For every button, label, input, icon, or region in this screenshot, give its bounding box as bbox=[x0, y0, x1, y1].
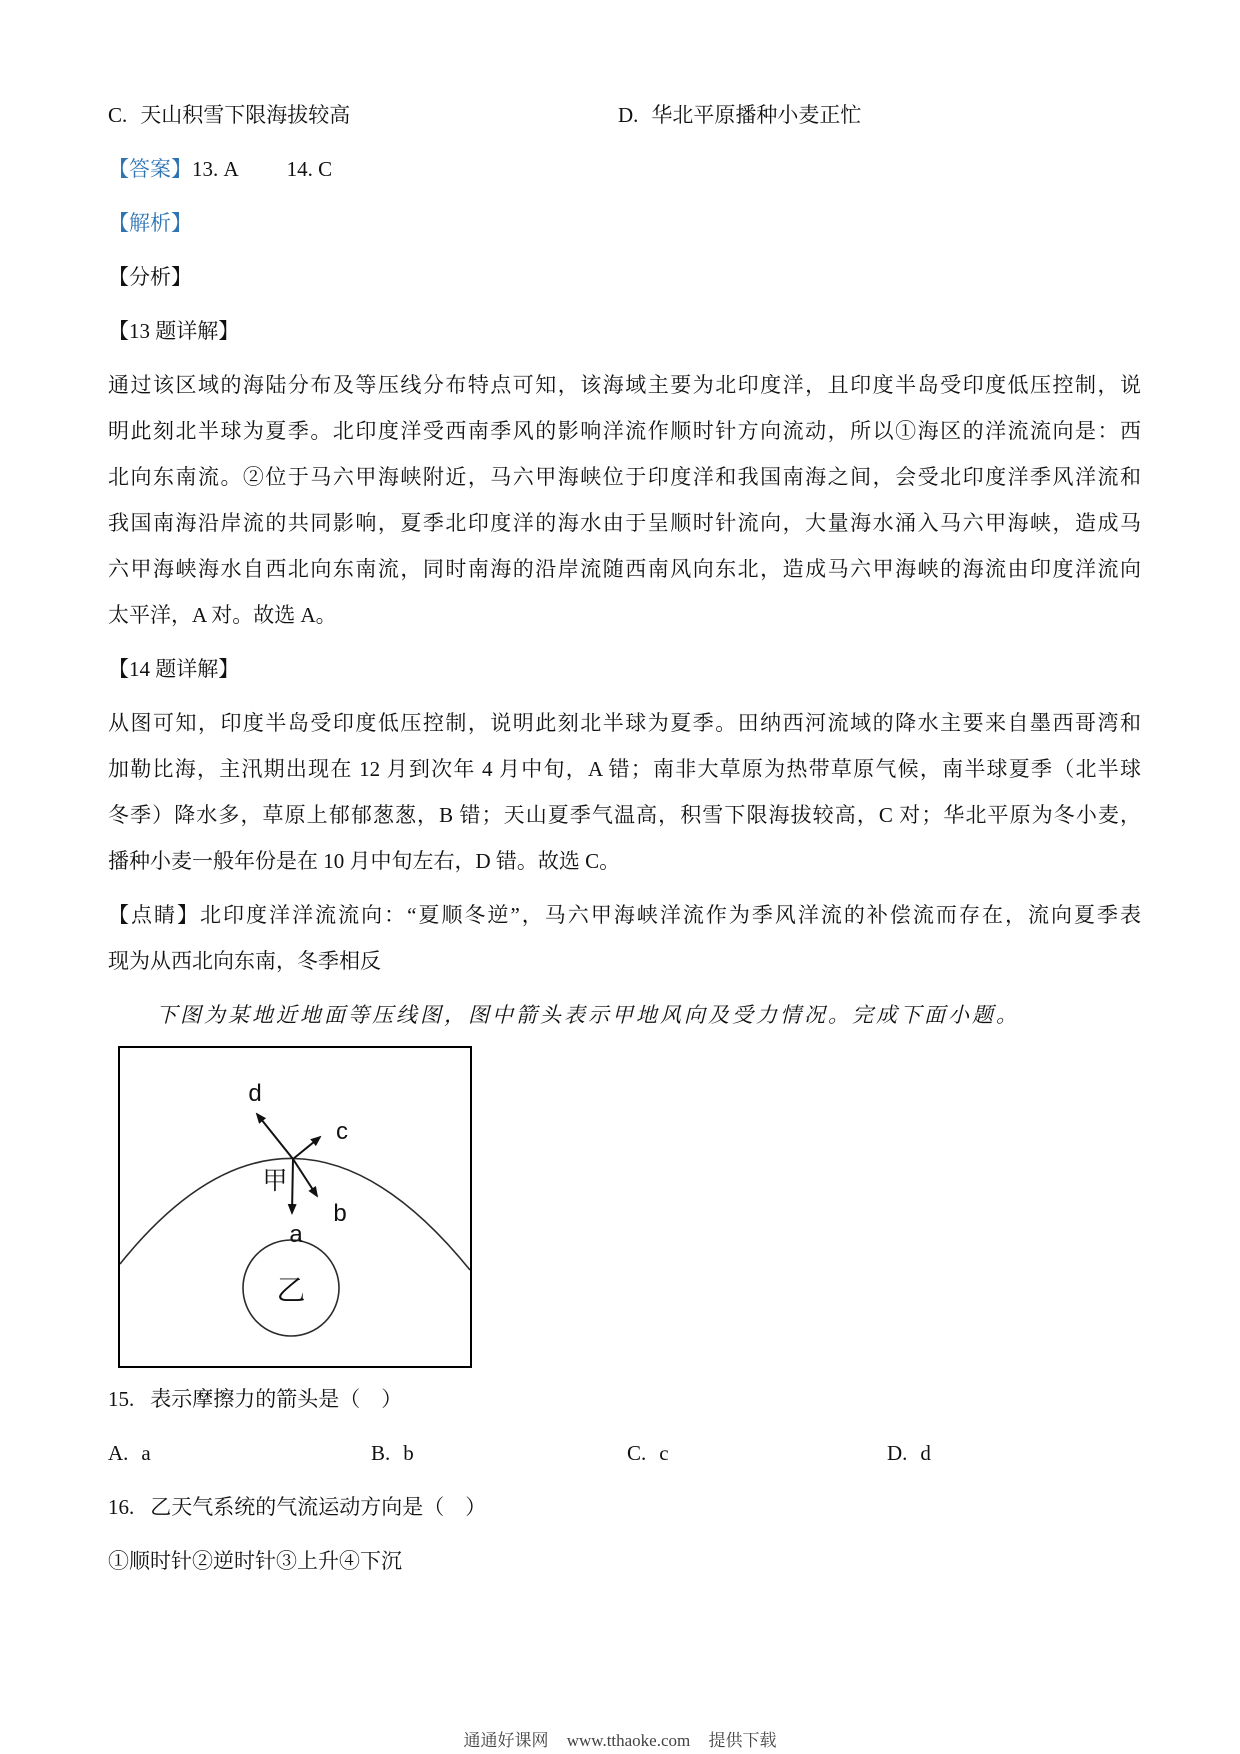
answer-line bbox=[108, 146, 1141, 192]
q14-line: 播种小麦一般年份是在 10 月中旬左右，D 错。故选 C。 bbox=[108, 849, 621, 873]
answer-13: 13. A bbox=[192, 157, 239, 181]
q13-explanation-paragraph bbox=[108, 362, 1141, 638]
question-15-number: 15. bbox=[108, 1387, 135, 1411]
q14-line: 加勒比海，主汛期出现在 12 月到次年 4 月中旬，A 错；南非大草原为热带草原气候，南半球夏季（北半球 bbox=[108, 757, 1141, 781]
q13-line: 太平洋，A 对。故选 A。 bbox=[108, 603, 337, 627]
q13-line: 通过该区域的海陆分布及等压线分布特点可知，该海域主要为北印度洋，且印度半岛受印度低压控制，说 bbox=[108, 373, 1141, 397]
question-intro: 下图为某地近地面等压线图，图中箭头表示甲地风向及受力情况。完成下面小题。 bbox=[156, 1003, 1020, 1027]
answer-choices-cd-row bbox=[108, 92, 1141, 138]
q14-explanation-paragraph bbox=[108, 700, 1141, 884]
q14-explain-heading: 【14 题详解】 bbox=[108, 657, 240, 681]
system-yi-label: 乙 bbox=[276, 1275, 306, 1307]
fenxi-heading: 【分析】 bbox=[108, 265, 192, 289]
question-15 bbox=[108, 1376, 1141, 1422]
q13-line: 明此刻北半球为夏季。北印度洋受西南季风的影响洋流作顺时针方向流动，所以①海区的洋流流向是：西 bbox=[108, 419, 1141, 443]
isobar-arc bbox=[120, 1158, 470, 1270]
page-footer bbox=[0, 1726, 1240, 1751]
q13-line: 北向东南流。②位于马六甲海峡附近，马六甲海峡位于印度洋和我国南海之间，会受北印度洋季风洋流和 bbox=[108, 465, 1141, 489]
arrow-c-label: c bbox=[336, 1118, 348, 1145]
q15-option-b-letter: B. bbox=[371, 1441, 391, 1465]
q15-option-c-letter: C. bbox=[627, 1441, 647, 1465]
q15-option-c bbox=[627, 1430, 887, 1476]
option-c-text: 天山积雪下限海拔较高 bbox=[140, 103, 351, 127]
q14-line: 冬季）降水多，草原上郁郁葱葱，B 错；天山夏季气温高，积雪下限海拔较高，C 对；华北平原为冬小麦， bbox=[108, 803, 1141, 827]
arrow-a bbox=[292, 1159, 293, 1213]
dianjing-line: 现为从西北向东南，冬季相反 bbox=[108, 949, 381, 973]
question-15-text: 表示摩擦力的箭头是（ ） bbox=[150, 1387, 403, 1411]
q15-option-b bbox=[371, 1430, 627, 1476]
arrow-d-label: d bbox=[248, 1080, 262, 1107]
dianjing-paragraph bbox=[108, 892, 1141, 984]
arrow-b-label: b bbox=[333, 1200, 347, 1227]
isobar-figure-svg bbox=[120, 1048, 470, 1366]
q13-line: 六甲海峡海水自西北向东南流，同时南海的沿岸流随西南风向东北，造成马六甲海峡的海流由印度洋流向 bbox=[108, 557, 1141, 581]
question-16 bbox=[108, 1484, 1141, 1530]
option-d bbox=[618, 92, 861, 138]
arrow-b bbox=[293, 1159, 317, 1196]
jiexi-label: 【解析】 bbox=[108, 211, 192, 235]
isobar-figure bbox=[118, 1046, 472, 1368]
dianjing-line: 【点睛】北印度洋洋流流向：“夏顺冬逆”，马六甲海峡洋流作为季风洋流的补偿流而存在，流向夏季表 bbox=[108, 903, 1141, 927]
question-16-number: 16. bbox=[108, 1495, 135, 1519]
point-jia-label: 甲 bbox=[262, 1168, 288, 1195]
q15-option-d bbox=[887, 1430, 931, 1476]
jiexi-heading bbox=[108, 200, 1141, 246]
question-15-options bbox=[108, 1430, 1141, 1476]
footer-suffix: 提供下载 bbox=[708, 1731, 777, 1750]
option-d-letter: D. bbox=[618, 103, 639, 127]
question-16-choices: ①顺时针②逆时针③上升④下沉 bbox=[108, 1549, 402, 1573]
footer-url: www.tthaoke.com bbox=[566, 1731, 691, 1750]
question-16-text: 乙天气系统的气流运动方向是（ ） bbox=[150, 1495, 487, 1519]
q14-line: 从图可知，印度半岛受印度低压控制，说明此刻北半球为夏季。田纳西河流域的降水主要来自墨西哥湾和 bbox=[108, 711, 1141, 735]
q15-option-a bbox=[108, 1430, 371, 1476]
q15-option-a-text: a bbox=[141, 1441, 151, 1465]
answer-14: 14. C bbox=[286, 157, 333, 181]
q13-explain-heading: 【13 题详解】 bbox=[108, 319, 240, 343]
q15-option-c-text: c bbox=[659, 1441, 669, 1465]
q15-option-d-text: d bbox=[920, 1441, 931, 1465]
arrow-a-label: a bbox=[289, 1221, 303, 1248]
arrow-c bbox=[293, 1137, 320, 1159]
q15-option-b-text: b bbox=[403, 1441, 414, 1465]
arrow-d bbox=[257, 1114, 293, 1159]
q15-option-a-letter: A. bbox=[108, 1441, 129, 1465]
q15-option-d-letter: D. bbox=[887, 1441, 908, 1465]
option-c bbox=[108, 103, 350, 127]
option-c-letter: C. bbox=[108, 103, 128, 127]
q13-line: 我国南海沿岸流的共同影响，夏季北印度洋的海水由于呈顺时针流向，大量海水涌入马六甲海峡，造成马 bbox=[108, 511, 1141, 535]
footer-site-name: 通通好课网 bbox=[463, 1731, 549, 1750]
option-d-text: 华北平原播种小麦正忙 bbox=[651, 103, 862, 127]
answer-label: 【答案】 bbox=[108, 157, 192, 181]
